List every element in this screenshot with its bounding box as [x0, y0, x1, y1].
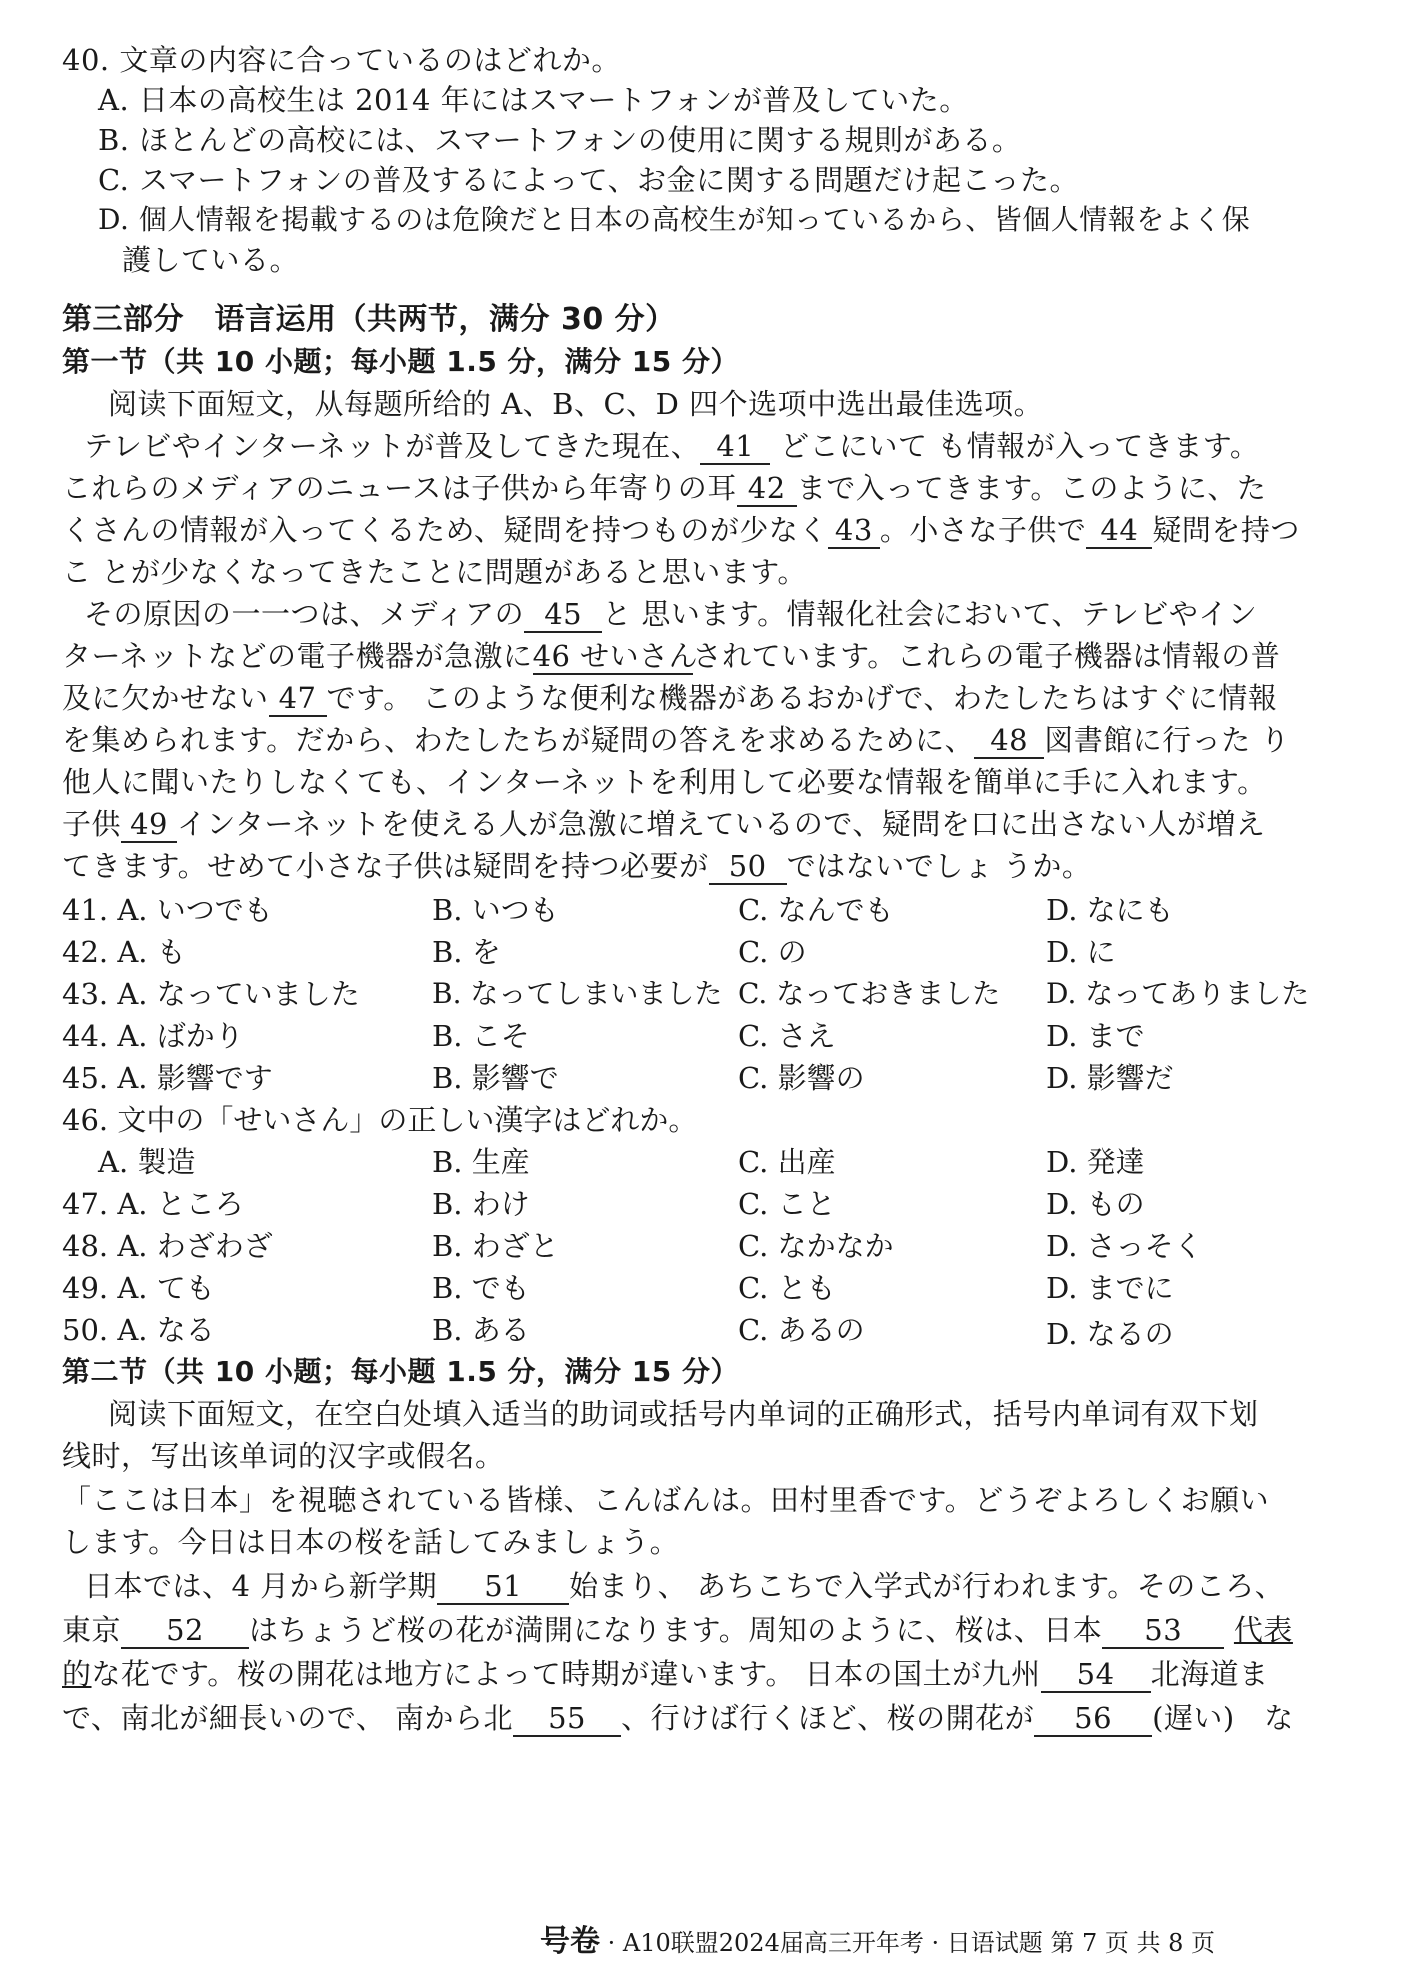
passage1-line: を集められます。だから、わたしたちが疑問の答えを求めるために、 48 図書館に行った り: [62, 723, 1290, 757]
blank-42[interactable]: 42: [737, 471, 797, 507]
q49-option-a: 49. A. ても: [62, 1271, 215, 1305]
passage2-line: 日本では、4 月から新学期 51 始まり、 あちこちで入学式が行われます。そのころ、: [84, 1569, 1285, 1603]
q42-option-d: D. に: [1046, 935, 1116, 969]
footer-text: · A10联盟2024届高三开年考 · 日语试题 第 7 页 共 8 页: [607, 1929, 1216, 1957]
q47-option-d: D. もの: [1046, 1187, 1145, 1221]
blank-46[interactable]: 46 せいさん: [532, 639, 699, 673]
passage1-line: 他人に聞いたりしなくても、インターネットを利用して必要な情報を簡単に手に入れます。: [62, 765, 1267, 799]
passage2-line: 的な花です。桜の開花は地方によって時期が違います。 日本の国土が九州 54 北海道ま: [62, 1657, 1269, 1691]
q50-option-a: 50. A. なる: [62, 1313, 215, 1347]
q40-option-c: C. スマートフォンの普及するによって、お金に関する問題だけ起こった。: [98, 163, 1080, 197]
passage1-line: これらのメディアのニュースは子供から年寄りの耳 42 まで入ってきます。このように、た: [62, 471, 1267, 505]
q43-option-a: 43. A. なっていました: [62, 977, 360, 1011]
passage2-line: 東京 52 はちょうど桜の花が満開になります。周知のように、桜は、日本 53 代表: [62, 1613, 1293, 1647]
q40-stem: 40. 文章の内容に合っているのはどれか。: [62, 43, 621, 77]
blank-45[interactable]: 45: [524, 597, 602, 633]
blank-43[interactable]: 43: [828, 513, 880, 549]
q43-option-d: D. なってありました: [1046, 977, 1310, 1010]
q49-option-c: C. とも: [738, 1271, 836, 1305]
q48-option-c: C. なかなか: [738, 1229, 894, 1263]
q44-option-b: B. こそ: [432, 1019, 530, 1053]
blank-52[interactable]: 52: [121, 1613, 249, 1649]
sec2-instructions-cont: 线时，写出该单词的汉字或假名。: [62, 1439, 505, 1473]
q45-option-c: C. 影響の: [738, 1061, 865, 1095]
sec1-instructions: 阅读下面短文，从每题所给的 A、B、C、D 四个选项中选出最佳选项。: [108, 387, 1044, 421]
q42-option-b: B. を: [432, 935, 501, 969]
q44-option-a: 44. A. ばかり: [62, 1019, 244, 1053]
publisher-logo: 号卷: [540, 1924, 600, 1959]
q50-option-d: D. なるの: [1046, 1317, 1174, 1351]
q44-option-d: D. まで: [1046, 1019, 1145, 1053]
blank-55[interactable]: 55: [513, 1701, 621, 1737]
passage1-line: ターネットなどの電子機器が急激に46 せいさんされています。これらの電子機器は情報の普: [62, 639, 1281, 673]
q46-option-c: C. 出産: [738, 1145, 836, 1179]
passage2-line: で、南北が細長いので、 南から北 55 、行けば行くほど、桜の開花が 56 (遅い) な: [62, 1701, 1294, 1735]
blank-41[interactable]: 41: [700, 429, 770, 465]
blank-48[interactable]: 48: [974, 723, 1044, 759]
q41-option-a: 41. A. いつでも: [62, 893, 273, 927]
passage1-line: くさんの情報が入ってくるため、疑問を持つものが少なく 43 。小さな子供で 44 疑問を持つ: [62, 513, 1300, 547]
blank-51[interactable]: 51: [437, 1569, 569, 1605]
passage1-line: その原因の一一つは、メディアの 45 と 思います。情報化社会において、テレビやイン: [84, 597, 1258, 631]
q47-option-c: C. こと: [738, 1187, 836, 1221]
q40-option-b: B. ほとんどの高校には、スマートフォンの使用に関する規則がある。: [98, 123, 1022, 157]
q42-option-c: C. の: [738, 935, 807, 969]
blank-54[interactable]: 54: [1041, 1657, 1151, 1693]
q41-option-b: B. いつも: [432, 893, 559, 927]
q43-option-c: C. なっておきました: [738, 977, 1001, 1010]
blank-56[interactable]: 56: [1034, 1701, 1152, 1737]
sec2-title: 第二节（共 10 小题；每小题 1.5 分，满分 15 分）: [62, 1355, 740, 1388]
q46-option-d: D. 発達: [1046, 1145, 1145, 1179]
q47-option-b: B. わけ: [432, 1187, 530, 1221]
q46-option-a: A. 製造: [98, 1145, 196, 1179]
q45-option-b: B. 影響で: [432, 1061, 559, 1095]
q50-option-c: C. あるの: [738, 1313, 865, 1347]
q50-option-b: B. ある: [432, 1313, 530, 1347]
q45-option-d: D. 影響だ: [1046, 1061, 1174, 1095]
sec1-title: 第一节（共 10 小题；每小题 1.5 分，满分 15 分）: [62, 345, 740, 378]
blank-49[interactable]: 49: [121, 807, 177, 843]
blank-44[interactable]: 44: [1086, 513, 1152, 549]
q41-option-d: D. なにも: [1046, 893, 1174, 927]
passage1-line: テレビやインターネットが普及してきた現在、 41 どこにいて も情報が入ってきます。: [84, 429, 1260, 463]
passage1-line: 及に欠かせない 47 です。 このような便利な機器があるおかげで、わたしたちはすぐに情報: [62, 681, 1278, 715]
q47-option-a: 47. A. ところ: [62, 1187, 244, 1221]
blank-53[interactable]: 53: [1102, 1613, 1224, 1649]
q45-option-a: 45. A. 影響です: [62, 1061, 273, 1095]
q46-option-b: B. 生産: [432, 1145, 530, 1179]
blank-47[interactable]: 47: [269, 681, 327, 717]
passage1-line: こ とが少なくなってきたことに問題があると思います。: [62, 555, 807, 589]
passage1-line: 子供 49 インターネットを使える人が急激に増えているので、疑問を口に出さない人が増え: [62, 807, 1266, 841]
q48-option-a: 48. A. わざわざ: [62, 1229, 273, 1263]
blank-50[interactable]: 50: [709, 849, 787, 885]
q49-option-d: D. までに: [1046, 1271, 1174, 1305]
q44-option-c: C. さえ: [738, 1019, 836, 1053]
passage2-line: します。今日は日本の桜を話してみましょう。: [62, 1525, 680, 1559]
q46-stem: 46. 文中の「せいさん」の正しい漢字はどれか。: [62, 1103, 698, 1137]
q48-option-b: B. わざと: [432, 1229, 559, 1263]
passage2-line: 「ここは日本」を視聴されている皆様、こんばんは。田村里香です。どうぞよろしくお願い: [62, 1483, 1270, 1517]
q41-option-c: C. なんでも: [738, 893, 894, 927]
q48-option-d: D. さっそく: [1046, 1229, 1203, 1263]
q40-option-d: D. 個人情報を掲載するのは危険だと日本の高校生が知っているから、皆個人情報をよく保: [98, 203, 1251, 236]
page-footer: [540, 1924, 1215, 1961]
q40-option-a: A. 日本の高校生は 2014 年にはスマートフォンが普及していた。: [98, 83, 969, 117]
q40-option-d-cont: 護している。: [122, 243, 300, 277]
q49-option-b: B. でも: [432, 1271, 530, 1305]
q42-option-a: 42. A. も: [62, 935, 186, 969]
q43-option-b: B. なってしまいました: [432, 977, 723, 1010]
part3-title: 第三部分 语言运用（共两节，满分 30 分）: [62, 302, 676, 337]
passage1-line: てきます。せめて小さな子供は疑問を持つ必要が 50 ではないでしょ うか。: [62, 849, 1092, 883]
sec2-instructions: 阅读下面短文，在空白处填入适当的助词或括号内单词的正确形式，括号内单词有双下划: [108, 1397, 1259, 1431]
